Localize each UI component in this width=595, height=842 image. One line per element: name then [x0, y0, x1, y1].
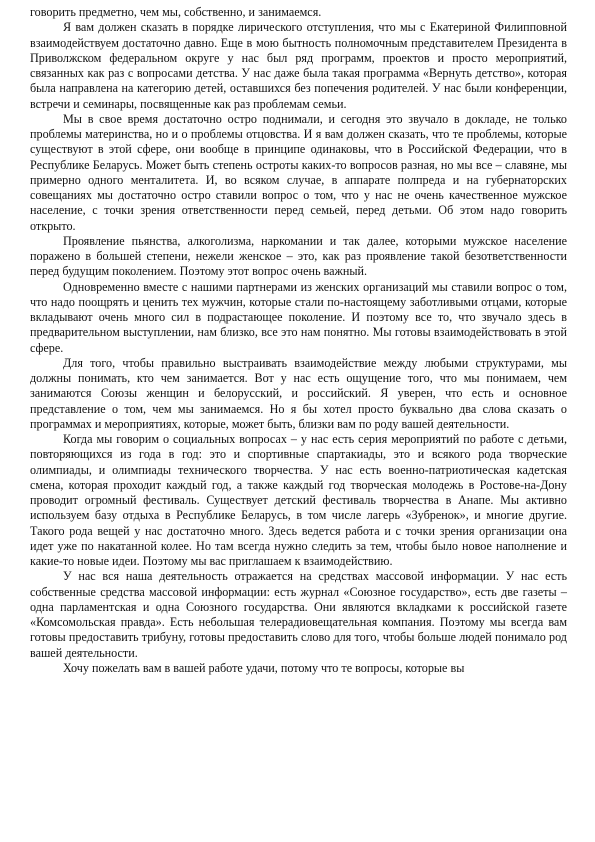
paragraph-interaction: Для того, чтобы правильно выстраивать взаимодействие между любыми структурами, мы должны понимать, кто чем занимается. Вот у нас есть ощущение того, что мы понимаем, чем занимаются Союзы женщин и белорусский, и российский. Я уверен, что есть и основное представление о том, чем мы занимаемся. Но я бы хотел просто буквально два слова сказать о программах и мероприятиях, которые, может быть, близки вам по роду вашей деятельности. — [30, 355, 567, 431]
paragraph-caring-fathers: Одновременно вместе с нашими партнерами из женских организаций мы ставили вопрос о том, что надо поощрять и ценить тех мужчин, которые стали по-настоящему заботливыми отцами, которые вкладывают очень много сил в подрастающее поколение. И поэтому все то, что звучало здесь в предварительном выступлении, нам близко, все это нам понятно. Мы готовы взаимодействовать в этой сфере. — [30, 279, 567, 355]
paragraph-continued: говорить предметно, чем мы, собственно, и занимаемся. — [30, 5, 322, 19]
paragraph-social-events: Когда мы говорим о социальных вопросах – у нас есть серия мероприятий по работе с детьми, повторяющихся из года в год: это и спортивные спартакиады, это и всякого рода творческие олимпиады, и олимпиады технического творчества. У нас есть военно-патриотическая кадетская смена, которая проходит каждый год, а также каждый год творческая молодежь в Ростове-на-Дону проводит огромный фестиваль. Существует детский фестиваль творчества в Анапе. Мы активно используем базу отдыха в Республике Беларусь, в том числе лагерь «Зубренок», и многие другие. Такого рода вещей у нас достаточно много. Здесь ведется работа и с точки зрения организации она идет уже по накатанной колее. Но там всегда нужно следить за тем, чтобы было новое наполнение и какие-то новые идеи. Поэтому мы вас приглашаем к взаимодействию. — [30, 432, 567, 568]
paragraph-mass-media: У нас вся наша деятельность отражается на средствах массовой информации. У нас есть собственные средства массовой информации: есть журнал «Союзное государство», есть две газеты – одна парламентская и одна Союзного государства. Они являются вкладками к российской газете «Комсомольская правда». Есть небольшая телерадиовещательная компания. Поэтому мы всегда вам готовы предоставить трибуну, готовы предоставить слово для того, чтобы больше людей понимало род вашей деятельности. — [30, 569, 567, 660]
paragraph-wishes: Хочу пожелать вам в вашей работе удачи, потому что те вопросы, которые вы — [63, 660, 465, 675]
paragraph-alcoholism: Проявление пьянства, алкоголизма, наркомании и так далее, которыми мужское население поражено в большей степени, нежели женское – это, как раз проявление такой безответственности перед будущим поколением. Поэтому этот вопрос очень важный. — [30, 233, 567, 279]
paragraph-lyrical-digression: Я вам должен сказать в порядке лирического отступления, что мы с Екатериной Филипповной взаимодействуем достаточно давно. Еще в мою бытность полномочным представителем Президента в Приволжском федеральном округе у нас был ряд программ, проектов и просто мероприятий, связанных как раз с вопросами детства. У нас даже была такая программа «Вернуть детство», которая была направлена на категорию детей, оставшихся без попечения родителей. У нас были конференции, встречи и семинары, посвященные как раз проблемам семьи. — [30, 20, 567, 111]
paragraph-fatherhood-problems: Мы в свое время достаточно остро поднимали, и сегодня это звучало в докладе, не только проблемы материнства, но и о проблемы отцовства. И я вам должен сказать, что те проблемы, которые существуют в этой сфере, они вообще в принципе одинаковы, что в Российской Федерации, что в Республике Беларусь. Может быть степень остроты каких-то вопросов разная, но мы все – славяне, мы примерно одного менталитета. И, во всяком случае, в аппарате полпреда и на губернаторских совещаниях мы достаточно остро ставили вопрос о том, что у нас не очень качественное мужское население, с точки зрения ответственности перед семьей, перед детьми. Об этом надо говорить открыто. — [30, 111, 567, 233]
